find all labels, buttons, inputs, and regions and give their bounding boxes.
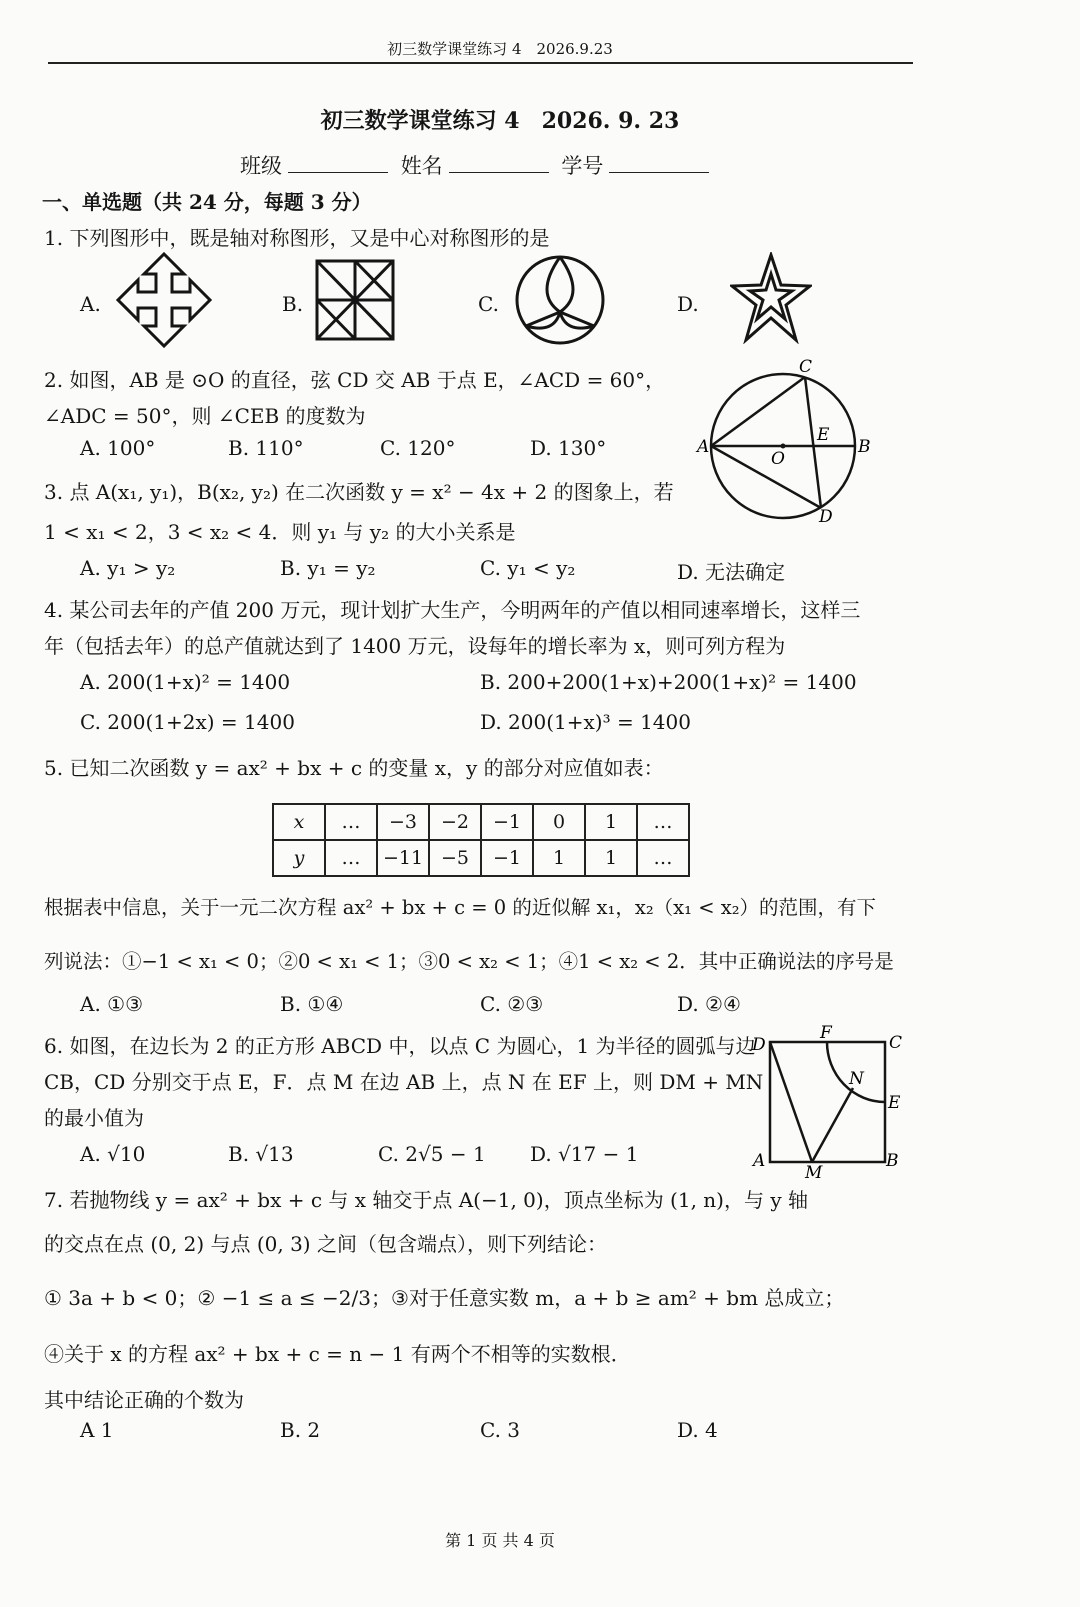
- q6-label-f: F: [820, 1023, 832, 1043]
- table-cell: …: [325, 840, 377, 876]
- q1-stem: 1. 下列图形中，既是轴对称图形，又是中心对称图形的是: [44, 226, 550, 250]
- table-cell: y: [273, 840, 325, 876]
- q3-option-a: A. y₁ > y₂: [80, 556, 176, 580]
- q4-option-d: D. 200(1+x)³ = 1400: [480, 710, 691, 734]
- q6-option-c: C. 2√5 − 1: [378, 1142, 486, 1166]
- q4-option-a: A. 200(1+x)² = 1400: [80, 670, 291, 694]
- q1-cross-arrows-figure: [116, 252, 212, 348]
- q7-stem-line5: 其中结论正确的个数为: [44, 1388, 244, 1412]
- table-cell: 1: [585, 804, 637, 840]
- q7-option-c: C. 3: [480, 1418, 521, 1442]
- section-heading: 一、单选题（共 24 分，每题 3 分）: [42, 190, 372, 214]
- q2-stem-line2: ∠ADC = 50°，则 ∠CEB 的度数为: [44, 404, 366, 428]
- header-rule: [48, 62, 913, 64]
- q1-double-star-figure: [730, 252, 812, 344]
- table-cell: 1: [585, 840, 637, 876]
- table-cell: …: [637, 840, 689, 876]
- q7-statement-4: ④关于 x 的方程 ax² + bx + c = n − 1 有两个不相等的实数根．: [44, 1342, 631, 1366]
- name-blank[interactable]: [449, 154, 549, 173]
- table-cell: x: [273, 804, 325, 840]
- q2-label-b: B: [858, 437, 871, 457]
- q6-stem-line1: 6. 如图，在边长为 2 的正方形 ABCD 中，以点 C 为圆心，1 为半径的圆弧与边: [44, 1034, 756, 1058]
- q3-option-b: B. y₁ = y₂: [280, 556, 376, 580]
- name-label: 姓名: [400, 154, 443, 178]
- page-footer: 第 1 页 共 4 页: [445, 1531, 555, 1550]
- q4-stem-line2: 年（包括去年）的总产值就达到了 1400 万元，设每年的增长率为 x，则可列方程为: [44, 634, 786, 658]
- q2-label-d: D: [819, 507, 833, 526]
- q3-option-c: C. y₁ < y₂: [480, 556, 576, 580]
- q7-stem-line1: 7. 若抛物线 y = ax² + bx + c 与 x 轴交于点 A(−1, 0)，顶点坐标为 (1, n)，与 y 轴: [44, 1188, 808, 1212]
- q2-label-e: E: [817, 425, 830, 445]
- q2-label-c: C: [799, 357, 813, 377]
- table-cell: 1: [533, 840, 585, 876]
- q6-option-d: D. √17 − 1: [530, 1142, 639, 1166]
- id-blank[interactable]: [609, 154, 709, 173]
- table-cell: …: [637, 804, 689, 840]
- q2-option-c: C. 120°: [380, 436, 456, 460]
- q5-text-line2: 列说法：①−1 < x₁ < 0；②0 < x₁ < 1；③0 < x₂ < 1；④1 < x₂ < 2．其中正确说法的序号是: [44, 950, 894, 973]
- q2-circle-figure: [695, 356, 875, 526]
- table-cell: 0: [533, 804, 585, 840]
- q6-label-d: D: [752, 1035, 766, 1055]
- q7-stem-line2: 的交点在点 (0, 2) 与点 (0, 3) 之间（包含端点），则下列结论：: [44, 1232, 607, 1256]
- q6-label-n: N: [849, 1069, 864, 1089]
- table-cell: −5: [429, 840, 481, 876]
- table-cell: …: [325, 804, 377, 840]
- q4-stem-line1: 4. 某公司去年的产值 200 万元，现计划扩大生产，今明两年的产值以相同速率增长，这样三: [44, 598, 861, 622]
- table-cell: −3: [377, 804, 429, 840]
- q7-statement-line: ① 3a + b < 0；② −1 ≤ a ≤ −2/3；③对于任意实数 m，a + b ≥ am² + bm 总成立；: [44, 1286, 845, 1310]
- q6-label-a: A: [753, 1151, 766, 1171]
- q2-label-a: A: [697, 437, 710, 457]
- table-cell: −1: [481, 804, 533, 840]
- q6-label-e: E: [888, 1093, 901, 1113]
- table-cell: −1: [481, 840, 533, 876]
- q3-stem-line1: 3. 点 A(x₁, y₁)，B(x₂, y₂) 在二次函数 y = x² − 4x + 2 的图象上，若: [44, 480, 674, 504]
- q6-stem-line2: CB，CD 分别交于点 E，F．点 M 在边 AB 上，点 N 在 EF 上，则 DM + MN: [44, 1070, 764, 1094]
- q1-option-d: D.: [677, 292, 699, 316]
- q6-option-a: A. √10: [80, 1142, 146, 1166]
- q2-stem-line1: 2. 如图，AB 是 ⊙O 的直径，弦 CD 交 AB 于点 E，∠ACD = 60°，: [44, 368, 666, 392]
- student-info-row: [240, 150, 715, 180]
- q7-option-a: A 1: [80, 1418, 114, 1442]
- q6-square-figure: [748, 1022, 908, 1182]
- q6-option-b: B. √13: [228, 1142, 294, 1166]
- q5-option-b: B. ①④: [280, 992, 344, 1016]
- running-header: 初三数学课堂练习 4 2026.9.23: [387, 40, 613, 58]
- q1-option-c: C.: [478, 292, 499, 316]
- class-label: 班级: [240, 154, 282, 178]
- q6-stem-line3: 的最小值为: [44, 1106, 144, 1130]
- table-row: [273, 840, 689, 876]
- q7-option-d: D. 4: [677, 1418, 718, 1442]
- table-row: [273, 804, 689, 840]
- q2-option-d: D. 130°: [530, 436, 607, 460]
- q5-value-table: [272, 803, 690, 877]
- q1-pinwheel-figure: [314, 258, 396, 342]
- q3-option-d: D. 无法确定: [677, 560, 786, 584]
- q4-option-b: B. 200+200(1+x)+200(1+x)² = 1400: [480, 670, 857, 694]
- q6-label-c: C: [889, 1033, 903, 1053]
- page-title: 初三数学课堂练习 4 2026. 9. 23: [320, 108, 680, 134]
- table-cell: −2: [429, 804, 481, 840]
- q5-text-line1: 根据表中信息，关于一元二次方程 ax² + bx + c = 0 的近似解 x₁，x₂（x₁ < x₂）的范围，有下: [44, 896, 877, 919]
- table-cell: −11: [377, 840, 429, 876]
- id-label: 学号: [561, 154, 604, 178]
- q5-option-d: D. ②④: [677, 992, 741, 1016]
- q2-label-o: O: [771, 449, 785, 469]
- q1-three-petal-circle-figure: [514, 254, 606, 346]
- q6-label-b: B: [886, 1151, 899, 1171]
- q5-stem: 5. 已知二次函数 y = ax² + bx + c 的变量 x，y 的部分对应值如表：: [44, 756, 664, 780]
- q5-option-a: A. ①③: [80, 992, 144, 1016]
- q4-option-c: C. 200(1+2x) = 1400: [80, 710, 295, 734]
- q7-option-b: B. 2: [280, 1418, 321, 1442]
- q6-label-m: M: [805, 1163, 823, 1182]
- class-blank[interactable]: [288, 154, 388, 173]
- q3-stem-line2: 1 < x₁ < 2，3 < x₂ < 4．则 y₁ 与 y₂ 的大小关系是: [44, 520, 516, 544]
- q5-option-c: C. ②③: [480, 992, 544, 1016]
- q2-option-a: A. 100°: [80, 436, 156, 460]
- q2-option-b: B. 110°: [228, 436, 304, 460]
- q1-option-a: A.: [80, 292, 101, 316]
- q1-option-b: B.: [282, 292, 304, 316]
